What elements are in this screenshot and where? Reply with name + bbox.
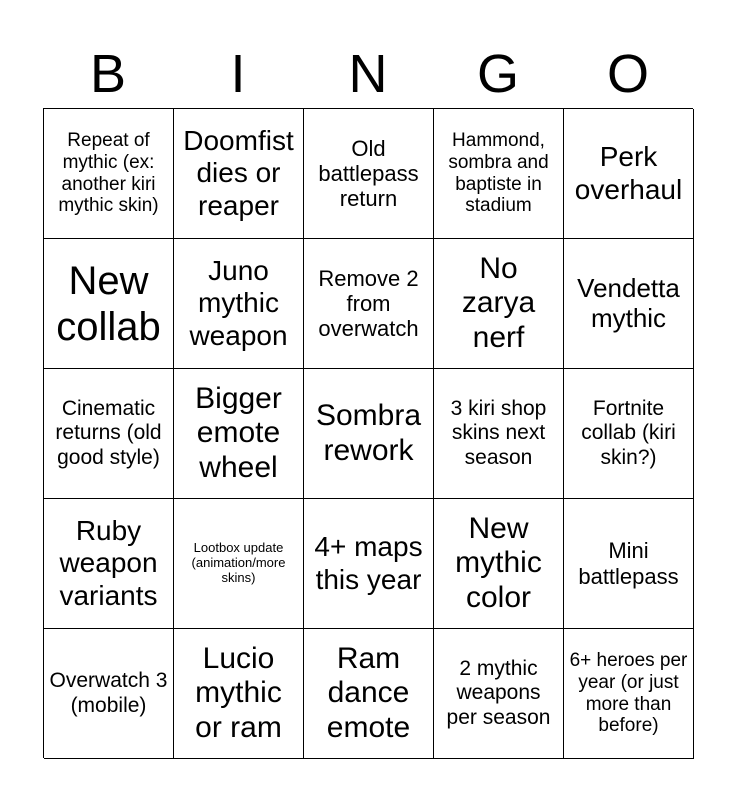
- bingo-cell[interactable]: [44, 629, 174, 759]
- bingo-cell[interactable]: [304, 239, 434, 369]
- bingo-cell-text: Remove 2 from overwatch: [318, 265, 419, 342]
- bingo-cell-text: Ruby weapon variants: [59, 515, 158, 611]
- header-letter-b: B: [89, 44, 127, 104]
- bingo-cell[interactable]: [434, 499, 564, 629]
- bingo-cell-text: Ram dance emote: [326, 641, 411, 744]
- header-letter-g: G: [476, 44, 519, 104]
- bingo-cell-text: Repeat of mythic (ex: another kiri mythic skin): [58, 129, 159, 217]
- bingo-cell[interactable]: [304, 499, 434, 629]
- bingo-cell-text: Old battlepass return: [318, 135, 419, 212]
- bingo-cell-text: New collab: [56, 258, 161, 349]
- bingo-cell[interactable]: [44, 499, 174, 629]
- bingo-cell[interactable]: [174, 109, 304, 239]
- bingo-cell-text: Perk overhaul: [574, 141, 683, 205]
- bingo-cell-text: 6+ heroes per year (or just more than before): [569, 649, 688, 737]
- bingo-cell-text: Fortnite collab (kiri skin?): [581, 397, 676, 469]
- bingo-cell-text: Overwatch 3 (mobile): [49, 669, 168, 717]
- header-letter-i: I: [230, 44, 246, 104]
- bingo-cell[interactable]: [564, 499, 694, 629]
- bingo-cell[interactable]: [304, 629, 434, 759]
- bingo-cell-text: Lucio mythic or ram: [195, 641, 282, 744]
- bingo-cell-text: 3 kiri shop skins next season: [450, 397, 547, 469]
- bingo-cell-text: Hammond, sombra and baptiste in stadium: [448, 129, 549, 217]
- bingo-cell[interactable]: [434, 369, 564, 499]
- bingo-board: [43, 108, 693, 758]
- header-letter-o: O: [606, 44, 649, 104]
- bingo-cell[interactable]: [564, 629, 694, 759]
- bingo-cell-text: New mythic color: [455, 511, 542, 614]
- bingo-cell[interactable]: [44, 109, 174, 239]
- bingo-cell[interactable]: [174, 369, 304, 499]
- bingo-cell[interactable]: [174, 629, 304, 759]
- bingo-cell[interactable]: [434, 239, 564, 369]
- bingo-cell[interactable]: [44, 369, 174, 499]
- bingo-cell[interactable]: [564, 369, 694, 499]
- bingo-cell[interactable]: [434, 109, 564, 239]
- bingo-cell[interactable]: [304, 109, 434, 239]
- bingo-cell[interactable]: [304, 369, 434, 499]
- bingo-cell-text: Lootbox update (animation/more skins): [191, 540, 286, 585]
- bingo-cell-text: Doomfist dies or reaper: [183, 125, 294, 221]
- bingo-cell-text: Vendetta mythic: [577, 272, 680, 333]
- bingo-cell-text: 2 mythic weapons per season: [446, 657, 551, 729]
- header-letter-n: N: [348, 44, 388, 104]
- bingo-cell[interactable]: [174, 499, 304, 629]
- bingo-header: [43, 40, 693, 108]
- bingo-cell[interactable]: [564, 109, 694, 239]
- bingo-cell[interactable]: [44, 239, 174, 369]
- bingo-cell-text: Sombra rework: [315, 399, 422, 467]
- bingo-cell[interactable]: [174, 239, 304, 369]
- bingo-cell[interactable]: [434, 629, 564, 759]
- bingo-cell-text: No zarya nerf: [461, 251, 536, 354]
- bingo-cell-text: 4+ maps this year: [314, 531, 423, 595]
- bingo-cell-text: Cinematic returns (old good style): [55, 397, 162, 469]
- bingo-cell-text: Juno mythic weapon: [189, 255, 288, 351]
- bingo-cell-text: Bigger emote wheel: [195, 381, 282, 484]
- bingo-cell[interactable]: [564, 239, 694, 369]
- bingo-cell-text: Mini battlepass: [578, 538, 679, 589]
